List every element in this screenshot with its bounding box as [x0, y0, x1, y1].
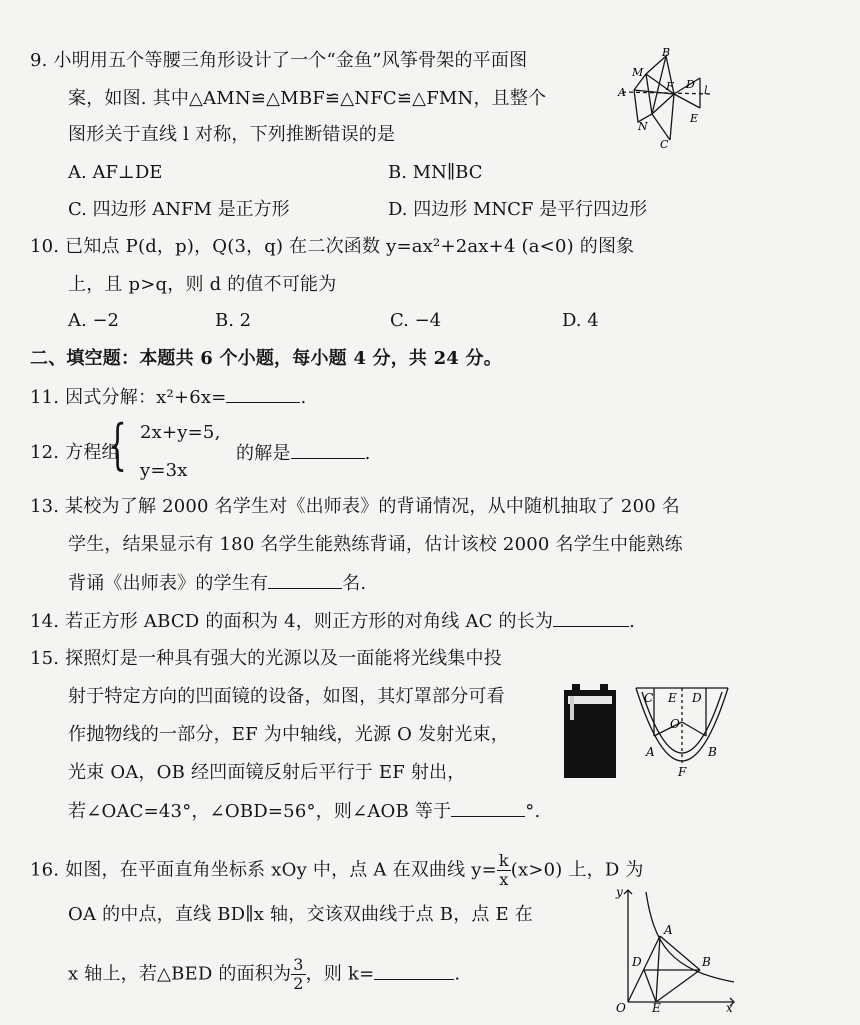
q16-label-a: A [664, 923, 673, 937]
q15-label-d: D [692, 691, 702, 705]
q16-line3 [68, 956, 460, 993]
q16-label-y: y [616, 885, 623, 899]
q16-answer-blank[interactable] [374, 961, 454, 980]
q15-label-f: F [678, 765, 687, 779]
q12-equation-2: y=3x [140, 460, 188, 481]
q15-label-b: B [708, 745, 717, 759]
q16-label-b: B [702, 955, 711, 969]
q11-answer-blank[interactable] [226, 384, 300, 403]
q13-line3-end: 名. [342, 573, 367, 594]
q15-label-a: A [646, 745, 655, 759]
q9-label-c: C [660, 138, 669, 150]
q12-suffix: 的解是 [236, 443, 291, 464]
q12-suffix-line [236, 440, 371, 467]
q16-frac-denominator: x [499, 870, 509, 889]
q15-line5-prompt: 若∠OAC=43°，∠OBD=56°，则∠AOB 等于 [68, 801, 452, 822]
q11-prompt: 11. 因式分解：x²+6x= [30, 387, 227, 408]
q14-end: . [629, 611, 636, 632]
q15-label-e: E [668, 691, 677, 705]
q15-parabola-figure [632, 684, 732, 780]
q9-label-l: l [704, 84, 708, 97]
q16-label-o: O [616, 1001, 626, 1014]
q9-label-d: D [686, 78, 695, 91]
q16-line3-mid: ，则 k= [305, 963, 375, 985]
q16-line2: OA 的中点，直线 BD∥x 轴，交该双曲线于点 B，点 E 在 [68, 904, 533, 925]
q15-answer-blank[interactable] [451, 798, 525, 817]
q9-label-e: E [690, 112, 699, 125]
q9-line3: 图形关于直线 l 对称，下列推断错误的是 [68, 124, 396, 145]
q13-line2: 学生，结果显示有 180 名学生能熟练背诵，估计该校 2000 名学生中能熟练 [68, 534, 683, 555]
q16-frac2-numerator: 3 [293, 955, 304, 974]
q12-answer-blank[interactable] [291, 440, 365, 459]
q13-line3-prompt: 背诵《出师表》的学生有 [68, 573, 269, 594]
q12-equation-1: 2x+y=5, [140, 422, 221, 443]
q9-label-b: B [662, 48, 671, 59]
q10-line2: 上，且 p>q，则 d 的值不可能为 [68, 274, 337, 295]
section-2-heading: 二、填空题：本题共 6 个小题，每小题 4 分，共 24 分。 [30, 348, 502, 369]
q15-line4: 光束 OA，OB 经凹面镜反射后平行于 EF 射出， [68, 762, 466, 783]
q16-line3-start: x 轴上，若△BED 的面积为 [68, 963, 292, 985]
q16-line1 [30, 852, 644, 889]
q9-option-a[interactable]: A. AF⊥DE [68, 162, 163, 183]
q14-prompt: 14. 若正方形 ABCD 的面积为 4，则正方形的对角线 AC 的长为 [30, 611, 554, 632]
q12-prefix: 12. 方程组 [30, 442, 120, 463]
q9-option-c[interactable]: C. 四边形 ANFM 是正方形 [68, 199, 290, 220]
q15-line5-end: °. [525, 801, 541, 822]
q16-line1-end: (x>0) 上，D 为 [510, 859, 644, 881]
q11-text [30, 384, 306, 411]
q16-line3-end: . [454, 963, 461, 985]
q16-fraction-3-over-2 [291, 956, 305, 993]
q9-label-f: F [666, 80, 674, 93]
q9-line1: 9. 小明用五个等腰三角形设计了一个“金鱼”风筝骨架的平面图 [30, 50, 528, 71]
q10-option-b[interactable]: B. 2 [215, 310, 252, 331]
q16-frac2-denominator: 2 [293, 974, 304, 993]
q16-label-e: E [652, 1001, 661, 1014]
q9-label-m: M [632, 66, 644, 79]
q13-answer-blank[interactable] [268, 570, 342, 589]
q16-label-x: x [726, 1001, 733, 1014]
q10-option-d[interactable]: D. 4 [562, 310, 599, 331]
q9-label-n: N [638, 120, 648, 133]
q9-option-b[interactable]: B. MN∥BC [388, 162, 483, 183]
q16-hyperbola-figure [610, 884, 740, 1014]
q15-line5 [68, 798, 540, 825]
q16-frac-numerator: k [498, 851, 509, 870]
q16-label-d: D [632, 955, 642, 969]
q9-line2: 案，如图. 其中△AMN≌△MBF≌△NFC≌△FMN，且整个 [68, 88, 547, 109]
q15-label-o: O [670, 717, 680, 731]
q15-line2: 射于特定方向的凹面镜的设备，如图，其灯罩部分可看 [68, 686, 505, 707]
q14-text [30, 608, 635, 635]
q9-label-a: A [618, 86, 626, 99]
q14-answer-blank[interactable] [553, 608, 629, 627]
q16-fraction-k-over-x [497, 852, 511, 889]
q12-brace: { [108, 413, 127, 476]
q15-line3: 作抛物线的一部分，EF 为中轴线，光源 O 发射光束， [68, 724, 509, 745]
searchlight-photo-icon [562, 684, 618, 778]
q13-line1: 13. 某校为了解 2000 名学生对《出师表》的背诵情况，从中随机抽取了 200 名 [30, 496, 680, 517]
q9-option-d[interactable]: D. 四边形 MNCF 是平行四边形 [388, 199, 648, 220]
q15-line1: 15. 探照灯是一种具有强大的光源以及一面能将光线集中投 [30, 648, 502, 669]
q10-option-c[interactable]: C. −4 [390, 310, 442, 331]
q13-line3 [68, 570, 366, 597]
q10-line1: 10. 已知点 P(d，p)，Q(3，q) 在二次函数 y=ax²+2ax+4 (a<0) 的图象 [30, 236, 635, 257]
q10-option-a[interactable]: A. −2 [68, 310, 119, 331]
q11-end: . [300, 387, 307, 408]
q16-line1-start: 16. 如图，在平面直角坐标系 xOy 中，点 A 在双曲线 y= [30, 859, 497, 881]
q9-kite-figure [612, 48, 722, 150]
q12-end: . [364, 443, 371, 464]
q15-label-c: C [644, 691, 654, 705]
